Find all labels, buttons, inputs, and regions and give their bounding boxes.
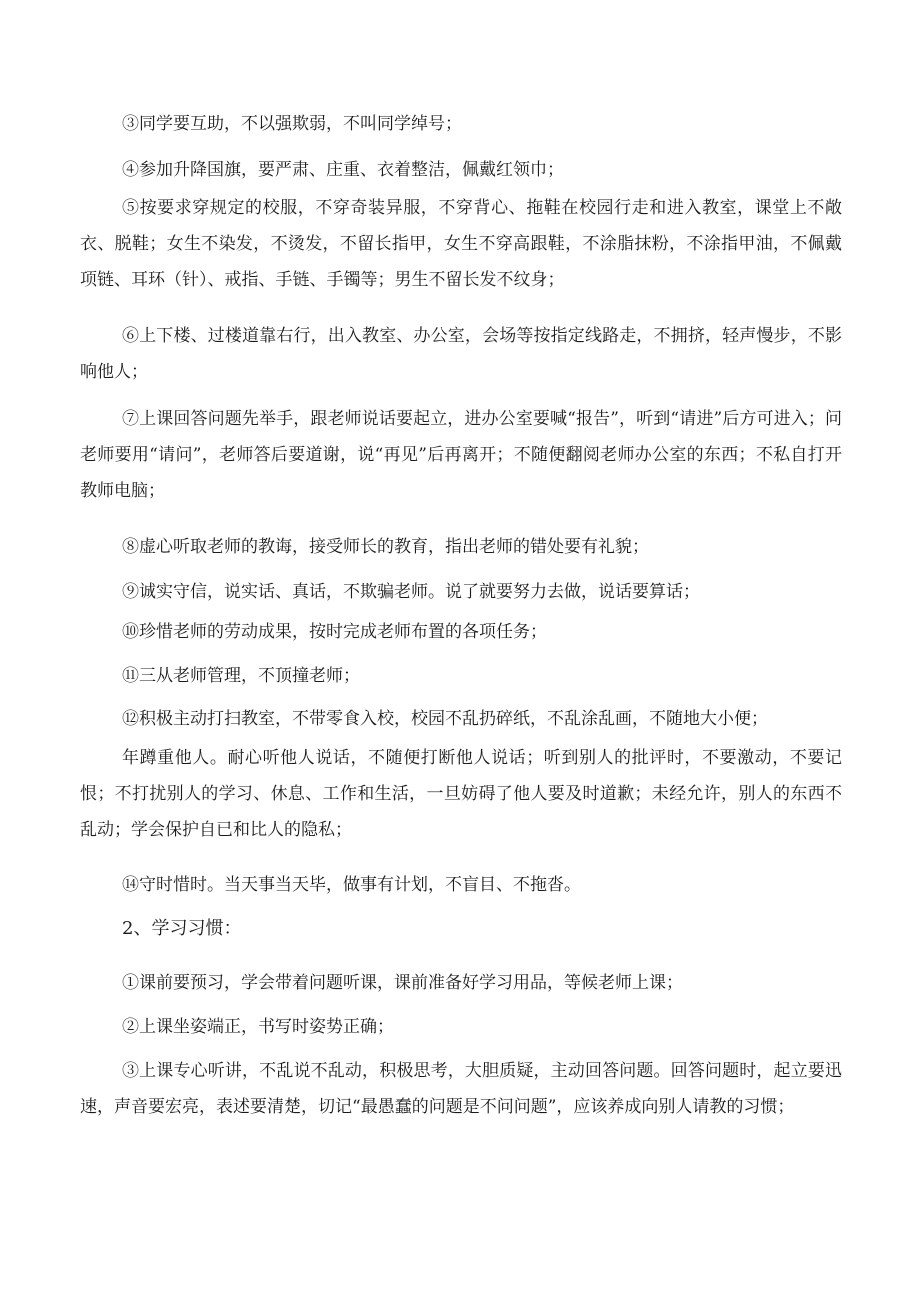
rule-item-13: 年蹲重他人。耐心听他人说话，不随便打断他人说话；听到别人的批评时，不要激动，不要记恨；不打扰别人的学习、休息、工作和生活，一旦妨碍了他人要及时道歉；未经允许，别人的东西不乱动；学会保护自已和比人的隐私；: [80, 748, 842, 840]
rule-item-4: ④参加升降国旗，要严肃、庄重、衣着整洁，佩戴红领巾；: [122, 160, 564, 180]
rule-item-9: ⑨诚实守信，说实话、真话，不欺骗老师。说了就要努力去做，说话要算话；: [122, 582, 700, 602]
rule-item-14: ⑭守时惜时。当天事当天毕，做事有计划，不盲目、不拖沓。: [122, 875, 581, 895]
rule-item-11: ⑪三从老师管理，不顶撞老师；: [122, 666, 360, 686]
study-item-3: ③上课专心听讲，不乱说不乱动，积极思考，大胆质疑，主动回答问题。回答问题时，起立要迅速，声音要宏亮，表述要清楚，切记“最愚蠢的问题是不问问题”，应该养成向别人请教的习惯；: [80, 1061, 842, 1117]
rule-item-6: ⑥上下楼、过楼道靠右行，出入教室、办公室，会场等按指定线路走，不拥挤，轻声慢步，不影响他人；: [80, 326, 842, 382]
study-item-2: ②上课坐姿端正，书写时姿势正确；: [122, 1017, 394, 1037]
rule-item-10: ⑩珍惜老师的劳动成果，按时完成老师布置的各项任务；: [122, 622, 547, 642]
section-heading-study-habits: 2、学习习惯：: [122, 918, 242, 939]
rule-item-5: ⑤按要求穿规定的校服，不穿奇装异服，不穿背心、拖鞋在校园行走和进入教室，课堂上不敞衣、脱鞋；女生不染发，不烫发，不留长指甲，女生不穿高跟鞋，不涂脂抹粉，不涂指甲油，不佩戴项链、耳环（针）、戒指、手链、手镯等；男生不留长发不纹身；: [80, 198, 842, 290]
rule-item-12: ⑫积极主动打扫教室，不带零食入校，校园不乱扔碎纸，不乱涂乱画，不随地大小便；: [122, 709, 768, 729]
study-item-1: ①课前要预习，学会带着问题听课，课前准备好学习用品，等候老师上课；: [122, 973, 683, 993]
rule-item-8: ⑧虚心听取老师的教诲，接受师长的教育，指出老师的错处要有礼貌；: [122, 537, 649, 557]
rule-item-3: ③同学要互助，不以强欺弱，不叫同学绰号；: [122, 114, 462, 134]
rule-item-7: ⑦上课回答问题先举手，跟老师说话要起立，进办公室要喊“报告”，听到“请进”后方可进入；问老师要用“请问”，老师答后要道谢，说“再见”后再离开；不随便翻阅老师办公室的东西；不私自打开教师电脑；: [80, 409, 842, 501]
